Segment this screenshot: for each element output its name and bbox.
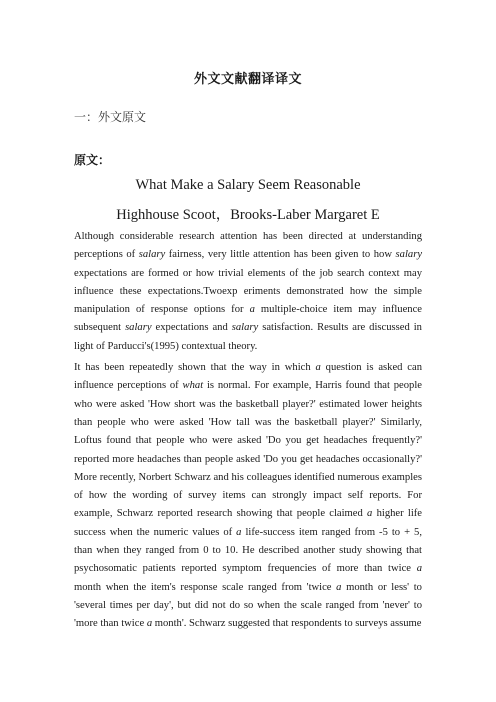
text-run: question is asked can influence perceptions of [74, 362, 422, 392]
text-run: month when the item's response scale ranged from 'twice [74, 581, 337, 593]
article-body [74, 228, 422, 634]
section-heading: 一：外文原文 [74, 110, 147, 124]
text-run: month or less' to 'several times per day', but did not do so when the scale ranged from 'never' to 'more than twice [74, 581, 422, 630]
body-paragraph [74, 359, 422, 633]
italic-text-run: salary [125, 322, 152, 334]
italic-text-run: a [315, 362, 321, 374]
italic-text-run: salary [138, 249, 166, 261]
italic-text-run: a [367, 508, 373, 520]
text-run: is normal. For example, Harris found that people who were asked 'How short was the basketball player?' estimated lower heights than people who were asked 'How tall was the basketball player?' Similarly, Loftus found that people who were asked 'Do you get headaches frequently?' reported more headaches than people asked 'Do you get headaches occasionally?' More recently, Norbert Schwarz and his colleagues identified numerous examples of how the wording of survey items can strongly impact self reports. For example, Schwarz reported research showing that people claimed [74, 380, 422, 520]
text-run: fairness, very little attention has been given to how [165, 249, 396, 261]
italic-text-run: salary [231, 322, 259, 334]
text-run: satisfaction. Results are discussed in light of Parducci's(1995) contextual theory. [74, 322, 422, 352]
italic-text-run: what [182, 380, 204, 392]
original-text-label: 原文： [74, 153, 111, 167]
italic-text-run: a [336, 581, 342, 593]
abstract-paragraph [74, 228, 422, 356]
article-authors: Highhouse Scoot，Brooks-Laber Margaret E [116, 207, 380, 223]
text-run: Although considerable research attention has been directed at understanding perceptions of [74, 231, 422, 261]
text-run: multiple-choice item may influence subsequent [74, 304, 422, 334]
italic-text-run: a [416, 563, 422, 575]
article-title: What Make a Salary Seem Reasonable [135, 177, 361, 193]
italic-text-run: salary [395, 249, 423, 261]
text-run: higher life success when the numeric values of [74, 508, 422, 538]
italic-text-run: a [236, 526, 242, 538]
document-title: 外文文献翻译译文 [193, 72, 302, 87]
text-run: expectations and [151, 322, 232, 334]
text-run: It has been repeatedly shown that the way in which [74, 362, 316, 374]
italic-text-run: a [249, 304, 255, 316]
text-run: life-success item ranged from -5 to + 5, than when they ranged from 0 to 10. He described another study showing that psychosomatic patients reported symptom frequencies of more than twice [74, 526, 422, 575]
text-run: month'. Schwarz suggested that respondents to surveys assume [152, 618, 422, 630]
italic-text-run: a [146, 618, 153, 630]
text-run: expectations are formed or how trivial elements of the job search context may influence these expectations.Twoexp eriments demonstrated how the simple manipulation of response options for [74, 267, 422, 316]
